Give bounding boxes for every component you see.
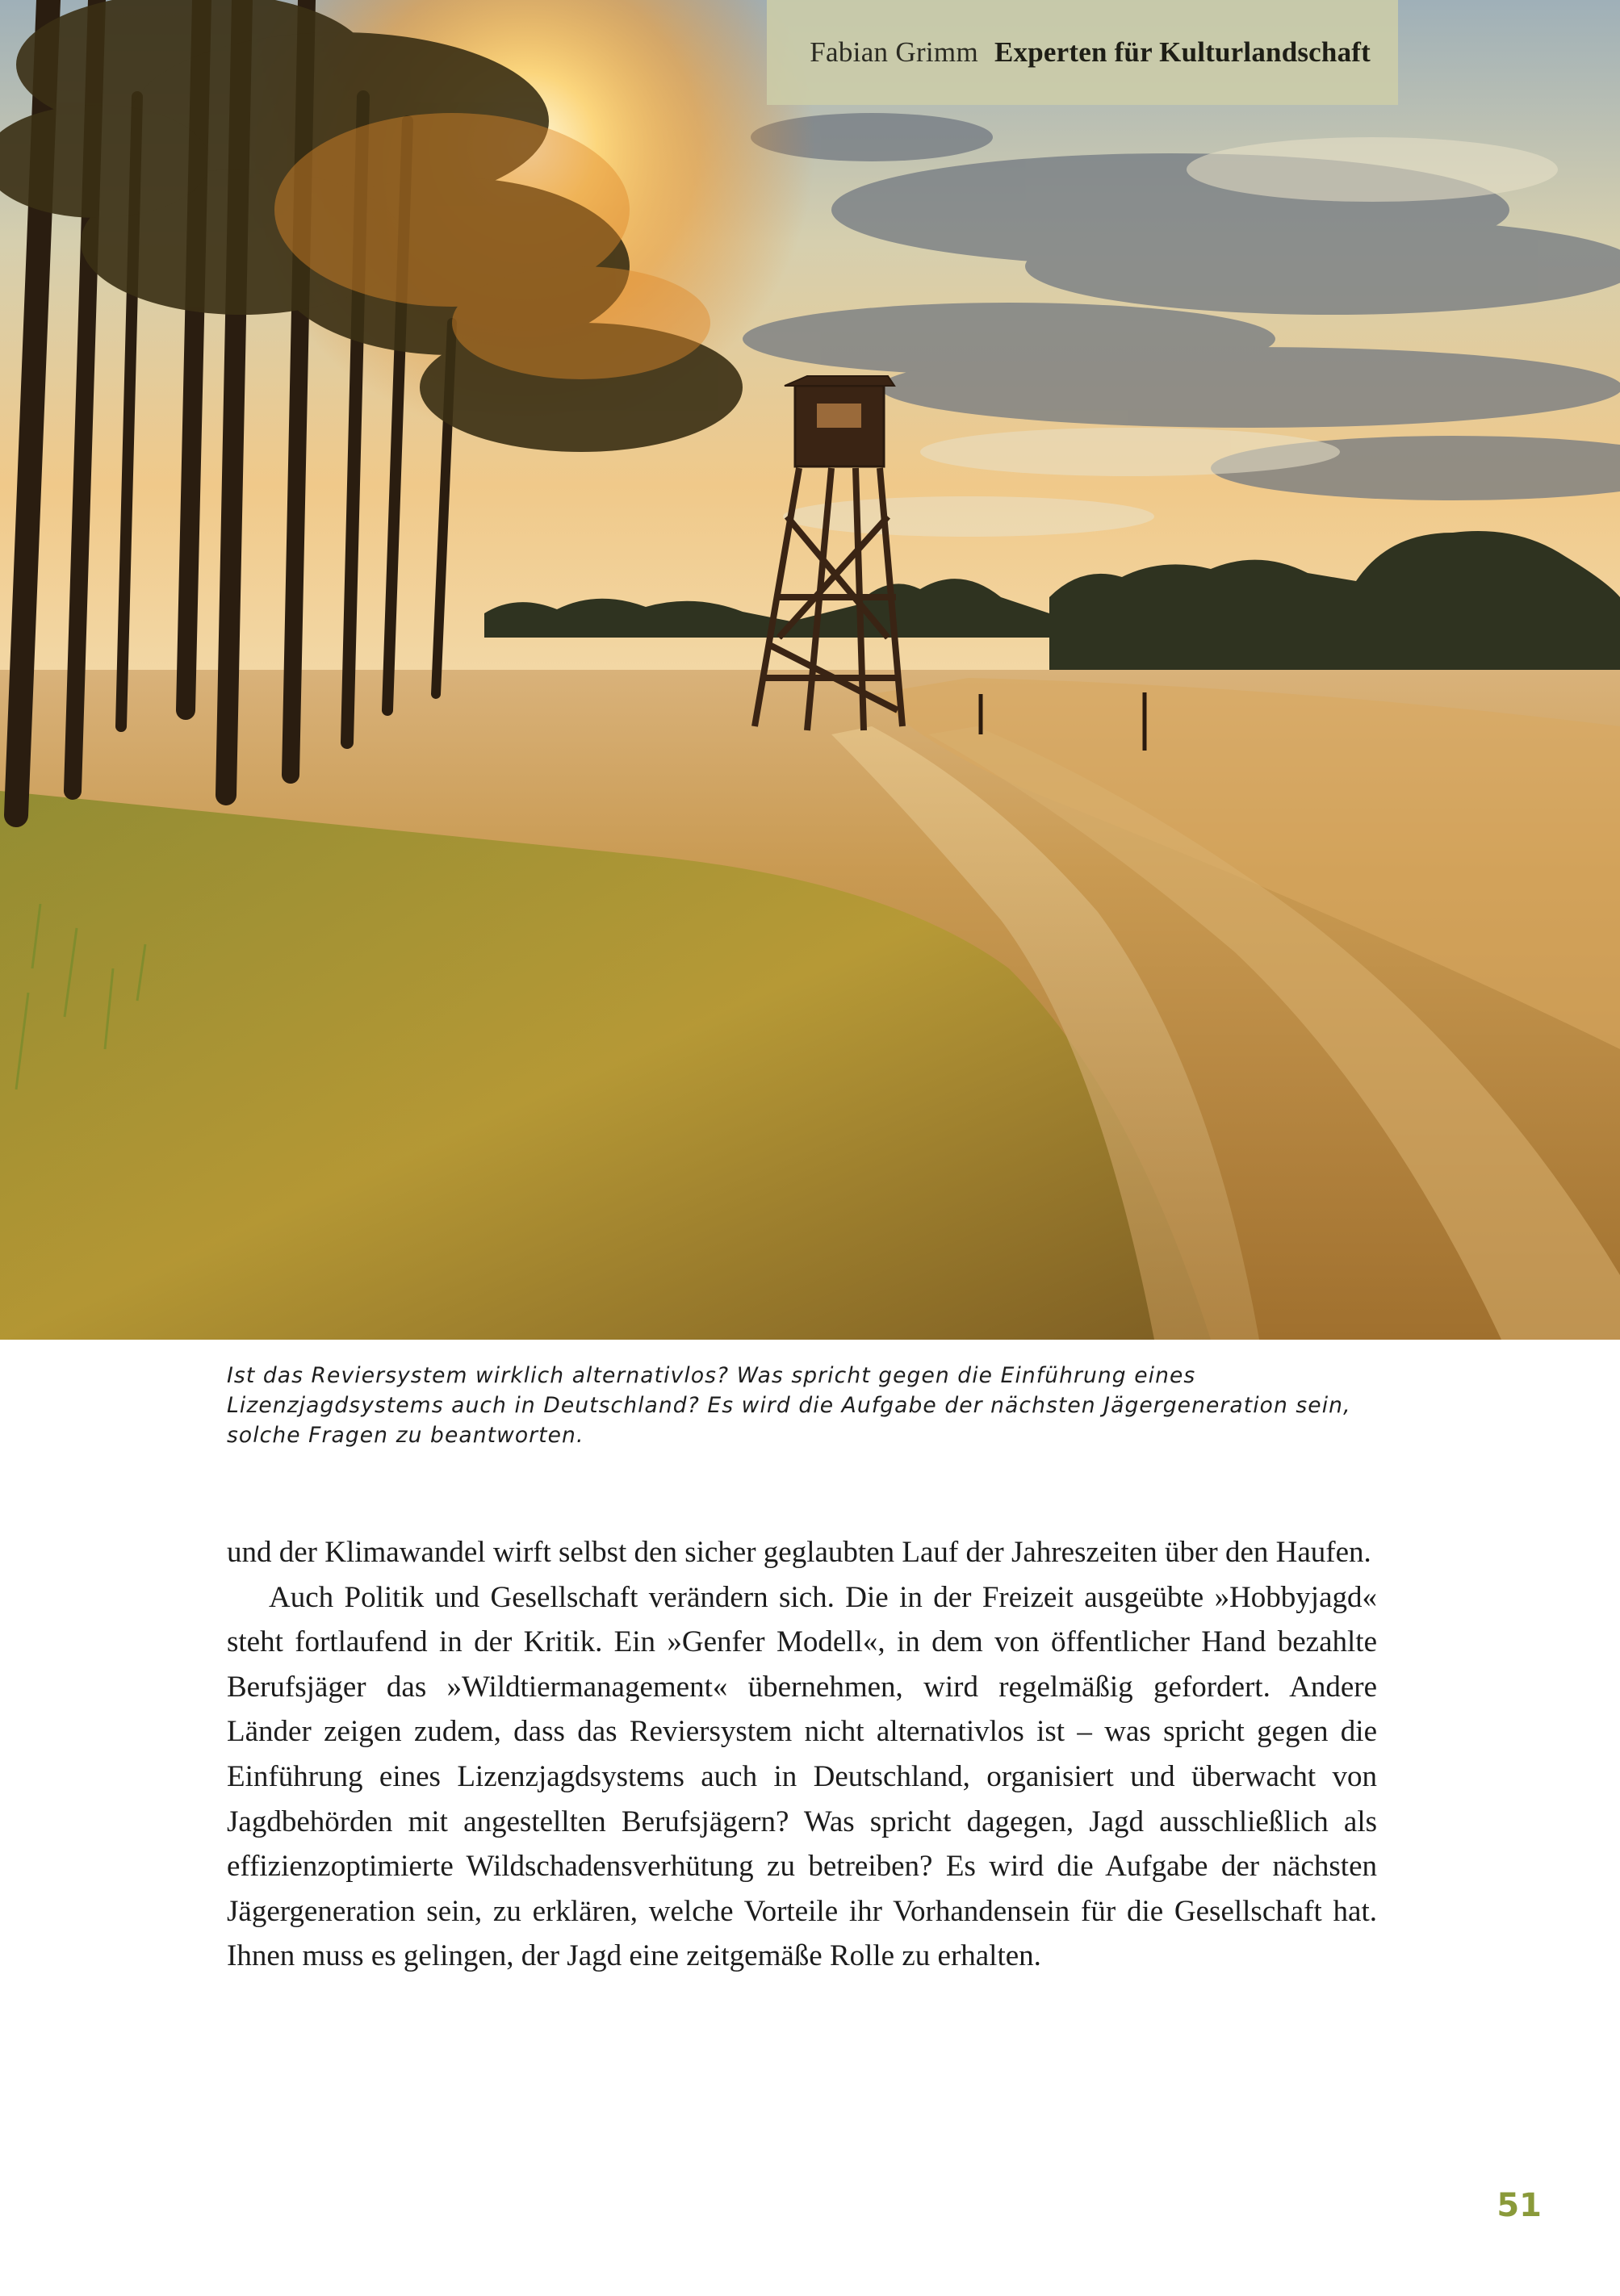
photo-caption: Ist das Reviersystem wirklich alternativlos? Was spricht gegen die Einführung eines Lizenzjagdsystems auch in Deutschland? Es wird die Aufgabe der nächsten Jägergeneration sein, solche Fragen zu beantworten. bbox=[227, 1363, 1351, 1448]
header-chapter-title: Experten für Kulturlandschaft bbox=[994, 36, 1371, 68]
body-text bbox=[227, 1530, 1377, 1979]
page-number: 51 bbox=[1497, 2187, 1542, 2224]
paragraph: Auch Politik und Gesellschaft verändern sich. Die in der Freizeit ausgeübte »Hobbyjagd« steht fortlaufend in der Kritik. Ein »Genfer Modell«, in dem von öffentlicher Hand bezahlte Berufsjäger das »Wildtiermanagement« übernehmen, wird regelmäßig gefordert. Andere Länder zeigen zudem, dass das Reviersystem nicht alternativlos ist – was spricht gegen die Einführung eines Lizenzjagdsystems auch in Deutschland, organisiert und überwacht von Jagdbehörden mit angestellten Berufsjägern? Was spricht dagegen, Jagd ausschließlich als effizienzoptimierte Wildschadensverhütung zu betreiben? Es wird die Aufgabe der nächsten Jägergeneration sein, zu erklären, welche Vorteile ihr Vorhandensein für die Gesellschaft hat. Ihnen muss es gelingen, der Jagd eine zeitgemäße Rolle zu erhalten. bbox=[227, 1580, 1377, 1973]
running-header bbox=[767, 0, 1398, 105]
header-author: Fabian Grimm bbox=[810, 36, 978, 68]
paragraph: und der Klimawandel wirft selbst den sicher geglaubten Lauf der Jahreszeiten über den Haufen. bbox=[227, 1536, 1371, 1569]
